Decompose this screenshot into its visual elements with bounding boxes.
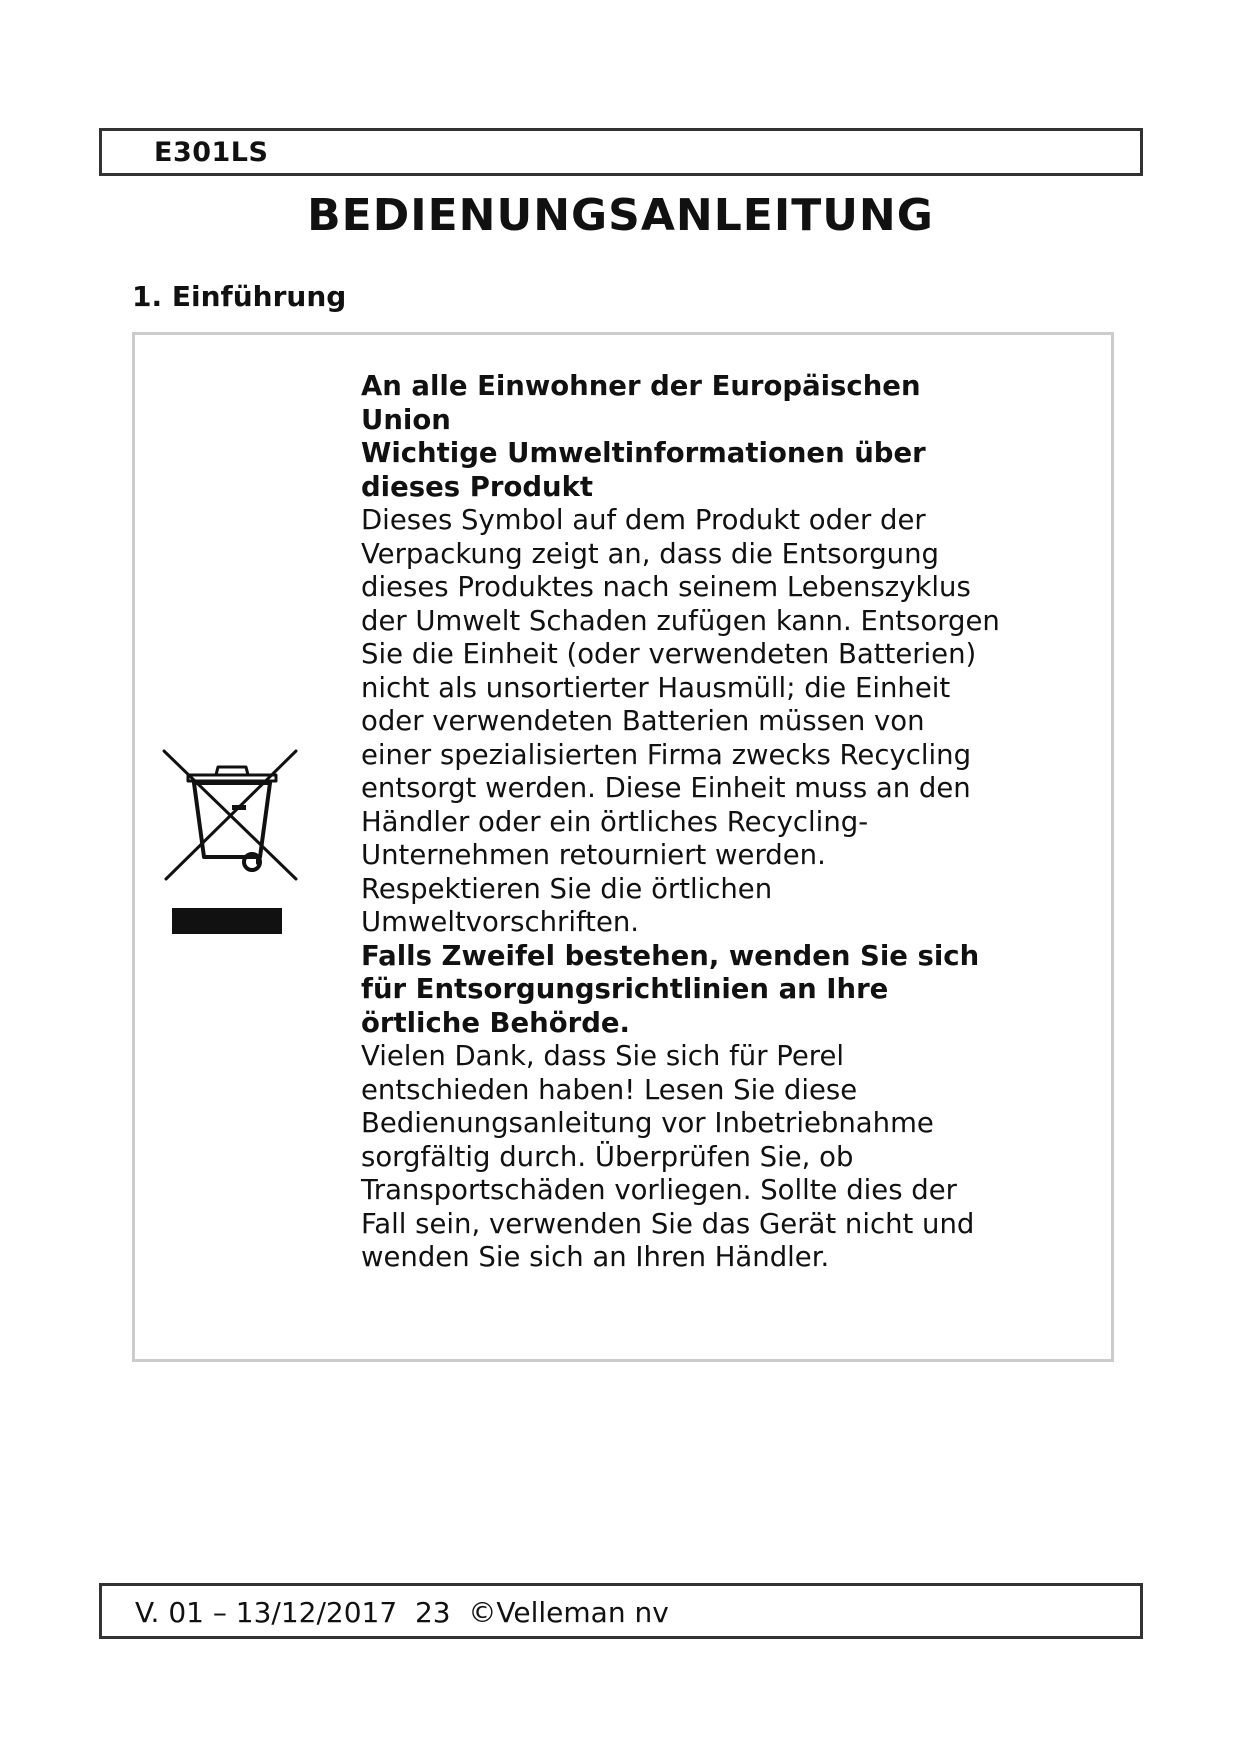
thank-you-paragraph: Vielen Dank, dass Sie sich für Perel entschieden haben! Lesen Sie diese Bedienungsanleitung vor Inbetriebnahme sorgfältig durch. Überprüfen Sie, ob Transportschäden vorliegen. Sollte dies der Fall sein, verwenden Sie das Gerät nicht und wenden Sie sich an Ihren Händler. <box>361 1040 975 1273</box>
crossed-out-wheelie-bin-icon <box>160 745 304 945</box>
notice-heading-environment: Wichtige Umweltinformationen über dieses Produkt <box>361 437 926 503</box>
notice-text <box>361 370 1001 1275</box>
footer-box <box>99 1583 1143 1639</box>
document-title: BEDIENUNGSANLEITUNG <box>307 190 934 241</box>
model-number: E301LS <box>154 137 269 168</box>
notice-heading-eu: An alle Einwohner der Europäischen Union <box>361 370 921 436</box>
section-heading: 1. Einführung <box>132 280 347 313</box>
header-box <box>99 128 1143 176</box>
disposal-paragraph: Dieses Symbol auf dem Produkt oder der Verpackung zeigt an, dass die Entsorgung dieses Produktes nach seinem Lebenszyklus der Umwelt Schaden zufügen kann. Entsorgen Sie die Einheit (oder verwendeten Batterien) nicht als unsortierter Hausmüll; die Einheit oder verwendeten Batterien müssen von einer spezialisierten Firma zwecks Recycling entsorgt werden. Diese Einheit muss an den Händler oder ein örtliches Recycling-Unternehmen retourniert werden. Respektieren Sie die örtlichen Umweltvorschriften. <box>361 504 1000 938</box>
footer-version: V. 01 – 13/12/2017 23 ©Velleman nv <box>135 1596 669 1629</box>
authority-notice: Falls Zweifel bestehen, wenden Sie sich für Entsorgungsrichtlinien an Ihre örtliche Behörde. <box>361 939 980 1039</box>
